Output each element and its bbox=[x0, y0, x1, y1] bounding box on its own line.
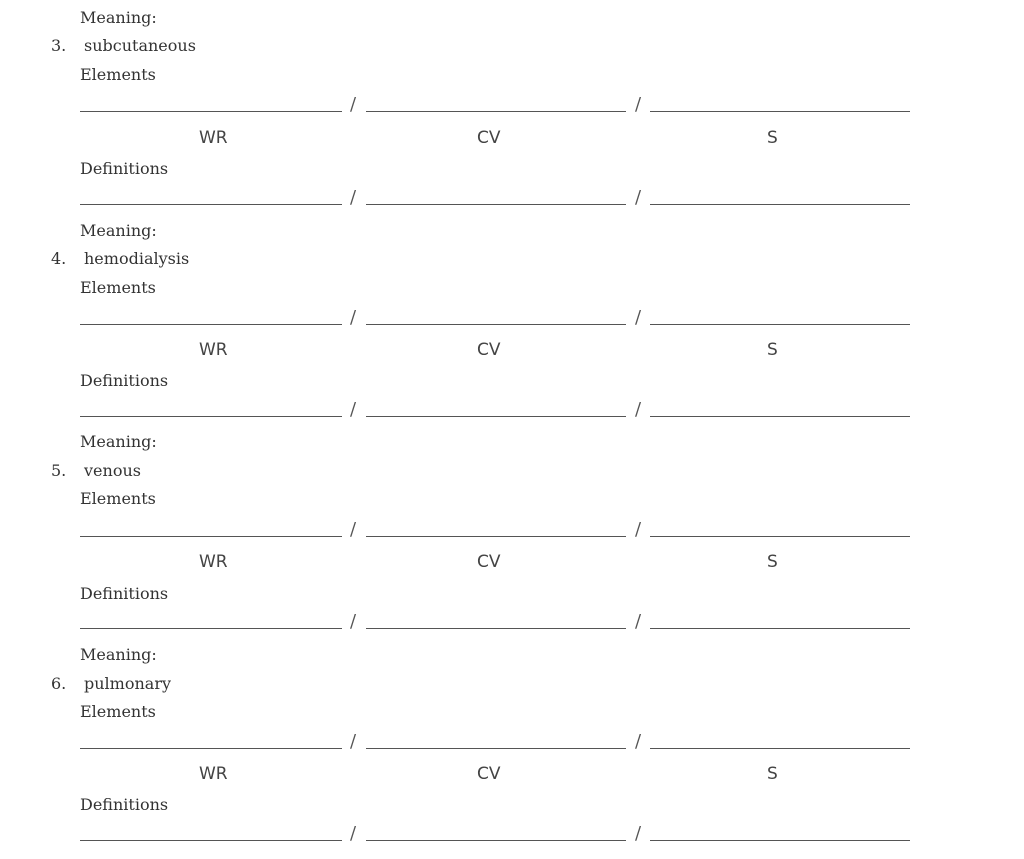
meaning-label: Meaning: bbox=[80, 432, 157, 451]
separator-slash: / bbox=[635, 187, 642, 208]
definition-blank[interactable] bbox=[80, 416, 342, 417]
wr-label: WR bbox=[199, 764, 228, 784]
definition-blank[interactable] bbox=[366, 204, 626, 205]
suffix-blank[interactable] bbox=[650, 536, 910, 537]
separator-slash: / bbox=[350, 94, 357, 115]
separator-slash: / bbox=[635, 307, 642, 328]
definitions-blank-row bbox=[80, 609, 910, 632]
definitions-label: Definitions bbox=[80, 795, 169, 814]
item-number: 6. bbox=[51, 674, 67, 693]
separator-slash: / bbox=[635, 611, 642, 632]
separator-slash: / bbox=[350, 823, 357, 844]
definitions-blank-row bbox=[80, 185, 910, 208]
definitions-label: Definitions bbox=[80, 159, 169, 178]
elements-blank-row bbox=[80, 517, 910, 540]
s-label: S bbox=[767, 764, 778, 784]
meaning-label: Meaning: bbox=[80, 645, 157, 664]
word-root-blank[interactable] bbox=[80, 748, 342, 749]
item-term: venous bbox=[84, 461, 141, 480]
item-number: 4. bbox=[51, 249, 67, 268]
definition-blank[interactable] bbox=[80, 840, 342, 841]
separator-slash: / bbox=[350, 399, 357, 420]
definitions-label: Definitions bbox=[80, 584, 169, 603]
cv-label: CV bbox=[477, 340, 501, 360]
definition-blank[interactable] bbox=[366, 840, 626, 841]
word-root-blank[interactable] bbox=[80, 111, 342, 112]
cv-label: CV bbox=[477, 552, 501, 572]
definition-blank[interactable] bbox=[650, 628, 910, 629]
wr-label: WR bbox=[199, 552, 228, 572]
cv-label: CV bbox=[477, 764, 501, 784]
item-number: 5. bbox=[51, 461, 67, 480]
definitions-blank-row bbox=[80, 397, 910, 420]
elements-label: Elements bbox=[80, 702, 156, 721]
definition-blank[interactable] bbox=[80, 204, 342, 205]
suffix-blank[interactable] bbox=[650, 111, 910, 112]
definition-blank[interactable] bbox=[366, 416, 626, 417]
elements-blank-row bbox=[80, 305, 910, 328]
separator-slash: / bbox=[350, 731, 357, 752]
combining-vowel-blank[interactable] bbox=[366, 111, 626, 112]
item-term: pulmonary bbox=[84, 674, 171, 693]
suffix-blank[interactable] bbox=[650, 324, 910, 325]
definition-blank[interactable] bbox=[80, 628, 342, 629]
elements-label: Elements bbox=[80, 278, 156, 297]
separator-slash: / bbox=[635, 94, 642, 115]
definitions-blank-row bbox=[80, 821, 910, 844]
separator-slash: / bbox=[350, 519, 357, 540]
s-label: S bbox=[767, 128, 778, 148]
separator-slash: / bbox=[350, 187, 357, 208]
definition-blank[interactable] bbox=[650, 204, 910, 205]
separator-slash: / bbox=[635, 823, 642, 844]
suffix-blank[interactable] bbox=[650, 748, 910, 749]
item-term: subcutaneous bbox=[84, 36, 196, 55]
meaning-label: Meaning: bbox=[80, 8, 157, 27]
elements-label: Elements bbox=[80, 489, 156, 508]
elements-blank-row bbox=[80, 92, 910, 115]
combining-vowel-blank[interactable] bbox=[366, 748, 626, 749]
definition-blank[interactable] bbox=[650, 840, 910, 841]
separator-slash: / bbox=[635, 399, 642, 420]
cv-label: CV bbox=[477, 128, 501, 148]
combining-vowel-blank[interactable] bbox=[366, 536, 626, 537]
separator-slash: / bbox=[350, 307, 357, 328]
elements-label: Elements bbox=[80, 65, 156, 84]
separator-slash: / bbox=[635, 731, 642, 752]
definition-blank[interactable] bbox=[366, 628, 626, 629]
meaning-label: Meaning: bbox=[80, 221, 157, 240]
wr-label: WR bbox=[199, 128, 228, 148]
definitions-label: Definitions bbox=[80, 371, 169, 390]
s-label: S bbox=[767, 340, 778, 360]
item-term: hemodialysis bbox=[84, 249, 190, 268]
word-root-blank[interactable] bbox=[80, 536, 342, 537]
wr-label: WR bbox=[199, 340, 228, 360]
combining-vowel-blank[interactable] bbox=[366, 324, 626, 325]
definition-blank[interactable] bbox=[650, 416, 910, 417]
separator-slash: / bbox=[350, 611, 357, 632]
word-root-blank[interactable] bbox=[80, 324, 342, 325]
item-number: 3. bbox=[51, 36, 67, 55]
s-label: S bbox=[767, 552, 778, 572]
elements-blank-row bbox=[80, 729, 910, 752]
separator-slash: / bbox=[635, 519, 642, 540]
